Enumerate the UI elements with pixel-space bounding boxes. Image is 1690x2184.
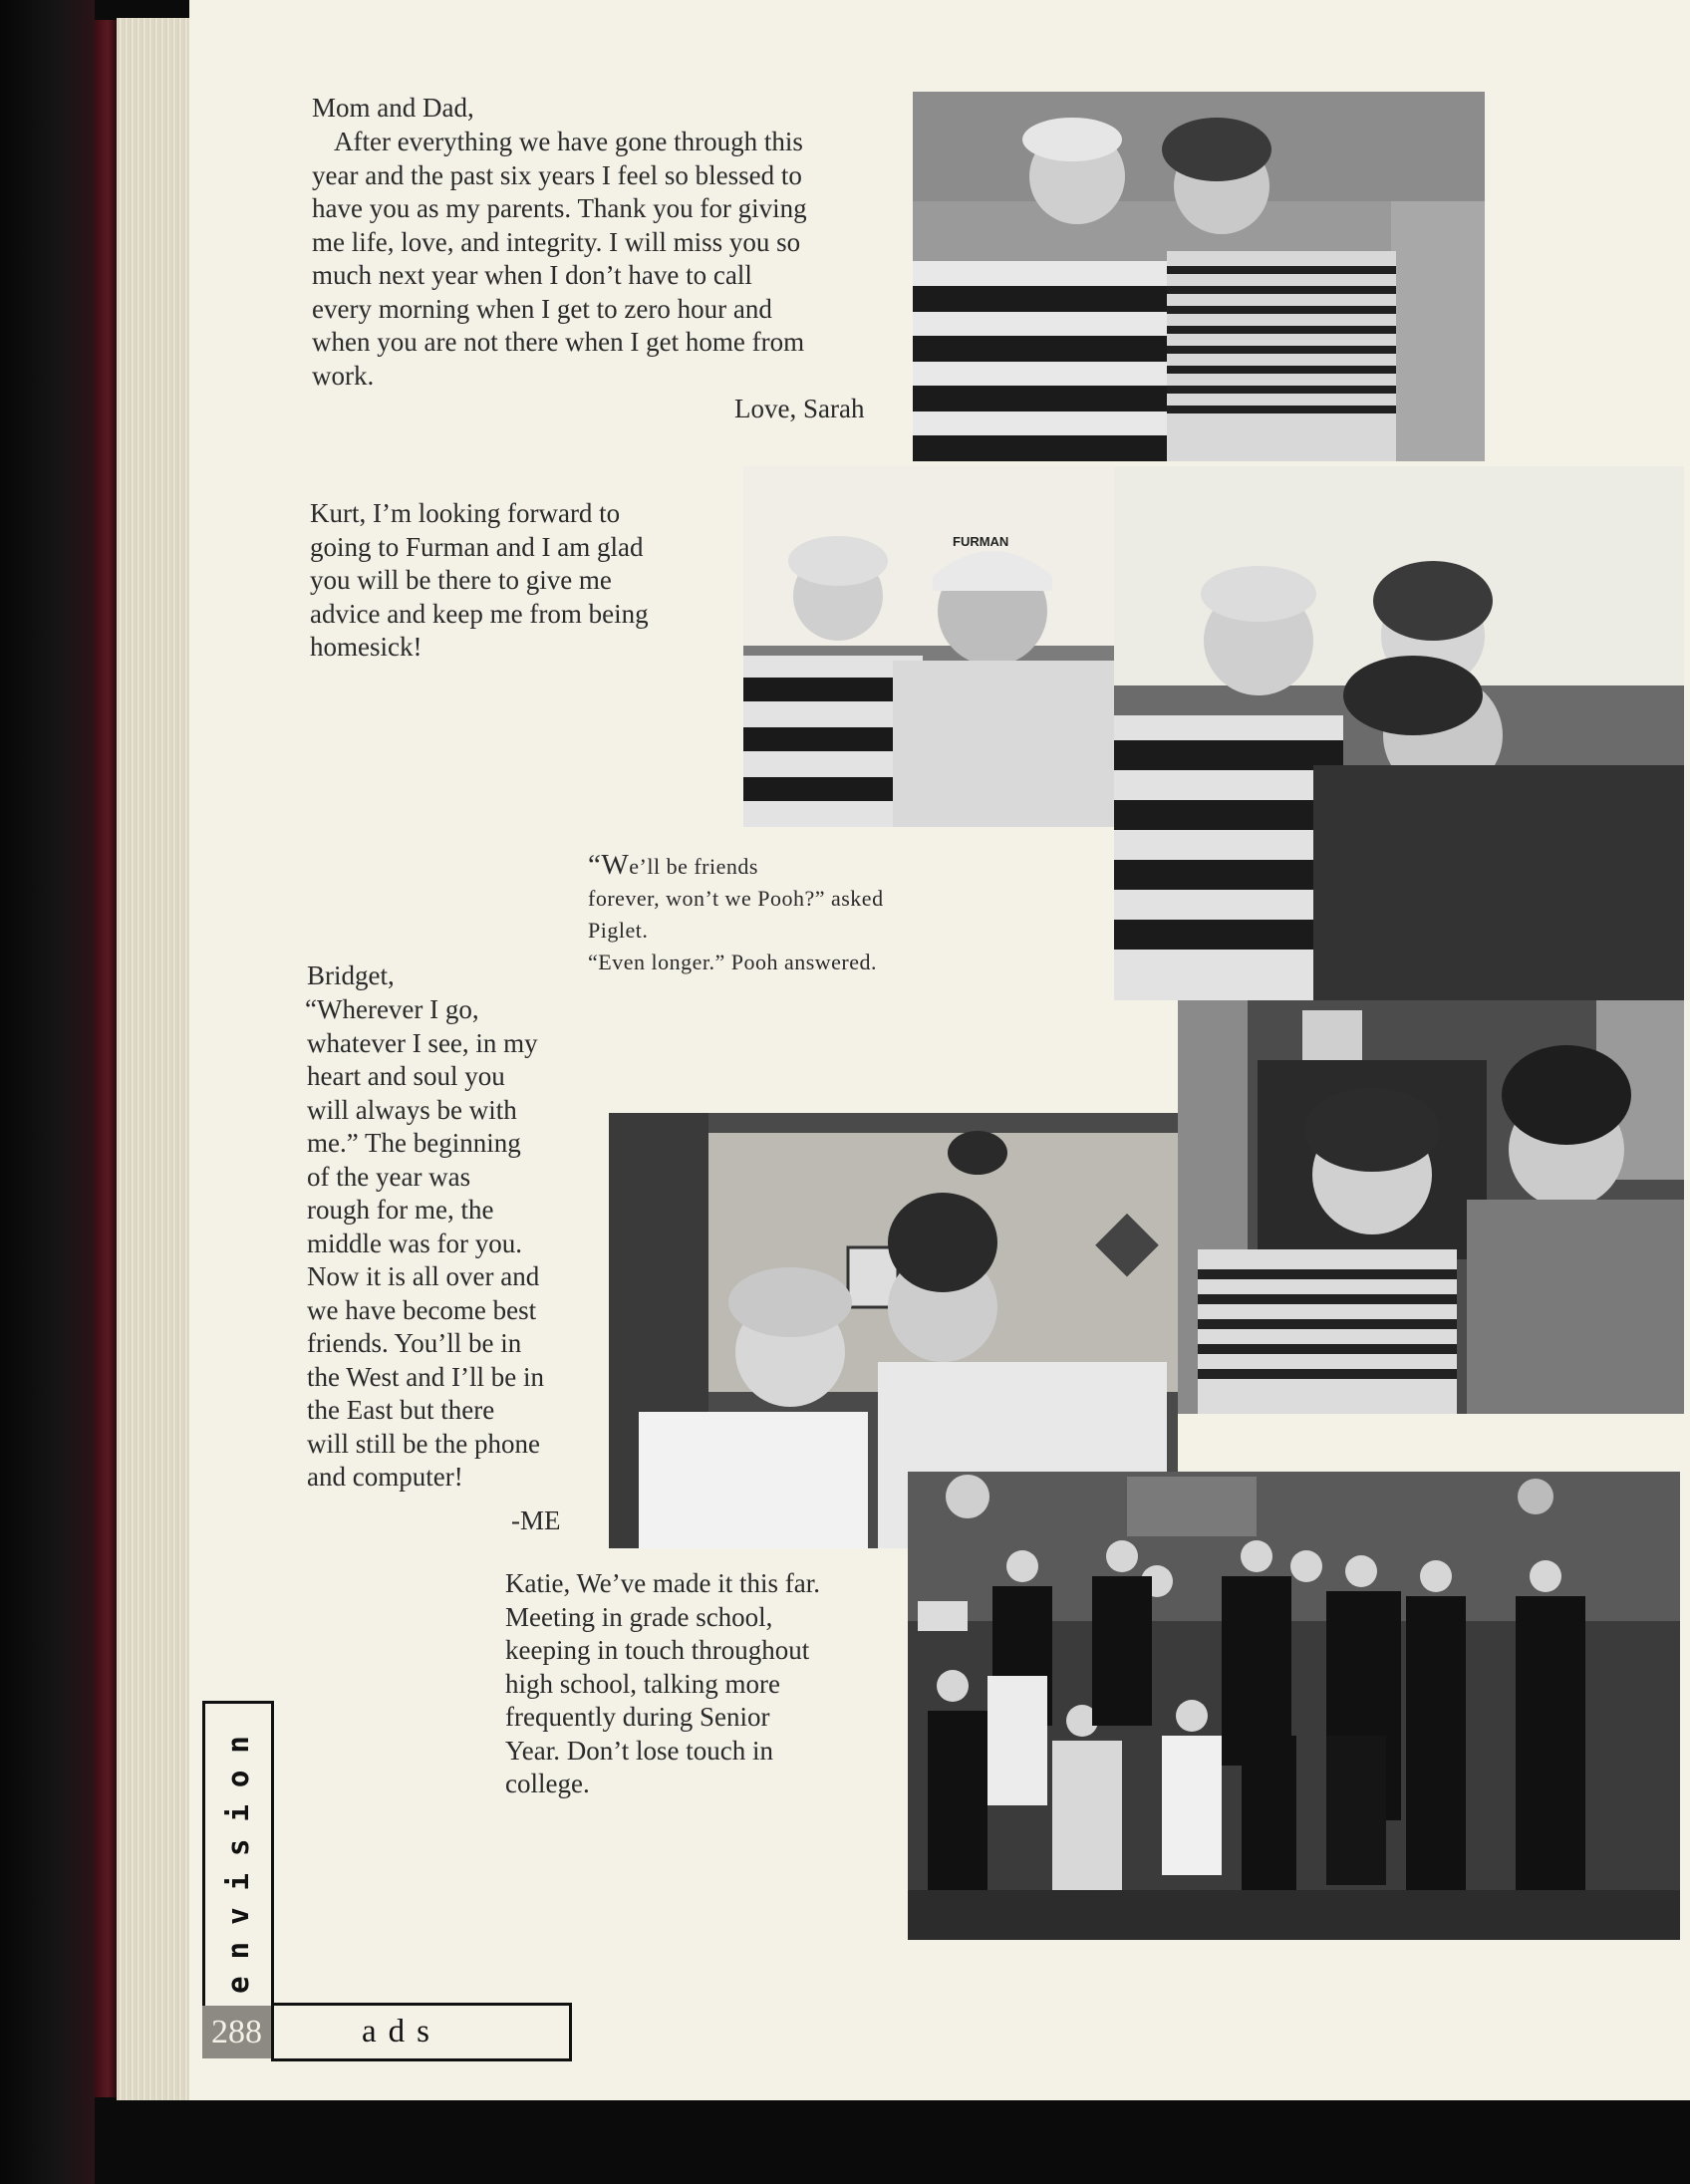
photo-sarah-with-kurt: [743, 466, 1114, 827]
photo-two-girls-bookshelves: [1178, 1000, 1684, 1414]
section-label-box: [271, 2003, 572, 2061]
mom-dad-salutation: Mom and Dad,: [312, 93, 474, 123]
katie-letter-body: Katie, We’ve made it this far. Meeting in grade school, keeping in touch throughout high school, talking more frequently during Senior Year. Don’t lose touch in college.: [505, 1568, 820, 1798]
page-number: 288: [202, 2006, 271, 2058]
bottom-shadow: [95, 2100, 1690, 2184]
photo-sarah-with-friends: [1114, 466, 1684, 1000]
pooh-piglet-quote: “We’ll be friends forever, won’t we Pooh?” asked Piglet. “Even longer.” Pooh answered.: [588, 849, 884, 974]
vertical-label-box: [202, 1701, 274, 2009]
mom-dad-letter-body: After everything we have gone through this year and the past six years I feel so blessed to have you as my parents. Thank you for giving me life, love, and integrity. I will miss you so much next year when I don’t have to call every morning when I get to zero hour and when you are not there when I get home from work.: [312, 127, 807, 391]
hat-lettering: FURMAN: [953, 534, 1009, 549]
photo-group-formal: [908, 1472, 1680, 1940]
book-spine-shadow: [0, 0, 95, 2184]
mom-dad-signature: Love, Sarah: [734, 394, 865, 423]
section-label: ads: [362, 2014, 441, 2049]
photo-sarah-with-mom: [913, 92, 1485, 461]
book-cover-edge: [95, 20, 117, 2097]
bridget-signature: -ME: [511, 1505, 561, 1535]
vertical-label: envision: [221, 1719, 255, 1994]
bridget-letter-body: “Wherever I go, whatever I see, in my heart and soul you will always be with me.” The beginning of the year was rough for me, the middle was for you. Now it is all over and we have become best friends. You’ll be in the West and I’ll be in the East but there will still be the phone and computer!: [305, 994, 545, 1492]
page-edges: [117, 18, 196, 2100]
bridget-salutation: Bridget,: [307, 960, 395, 990]
kurt-letter-body: Kurt, I’m looking forward to going to Furman and I am glad you will be there to give me advice and keep me from being homesick!: [310, 498, 649, 662]
